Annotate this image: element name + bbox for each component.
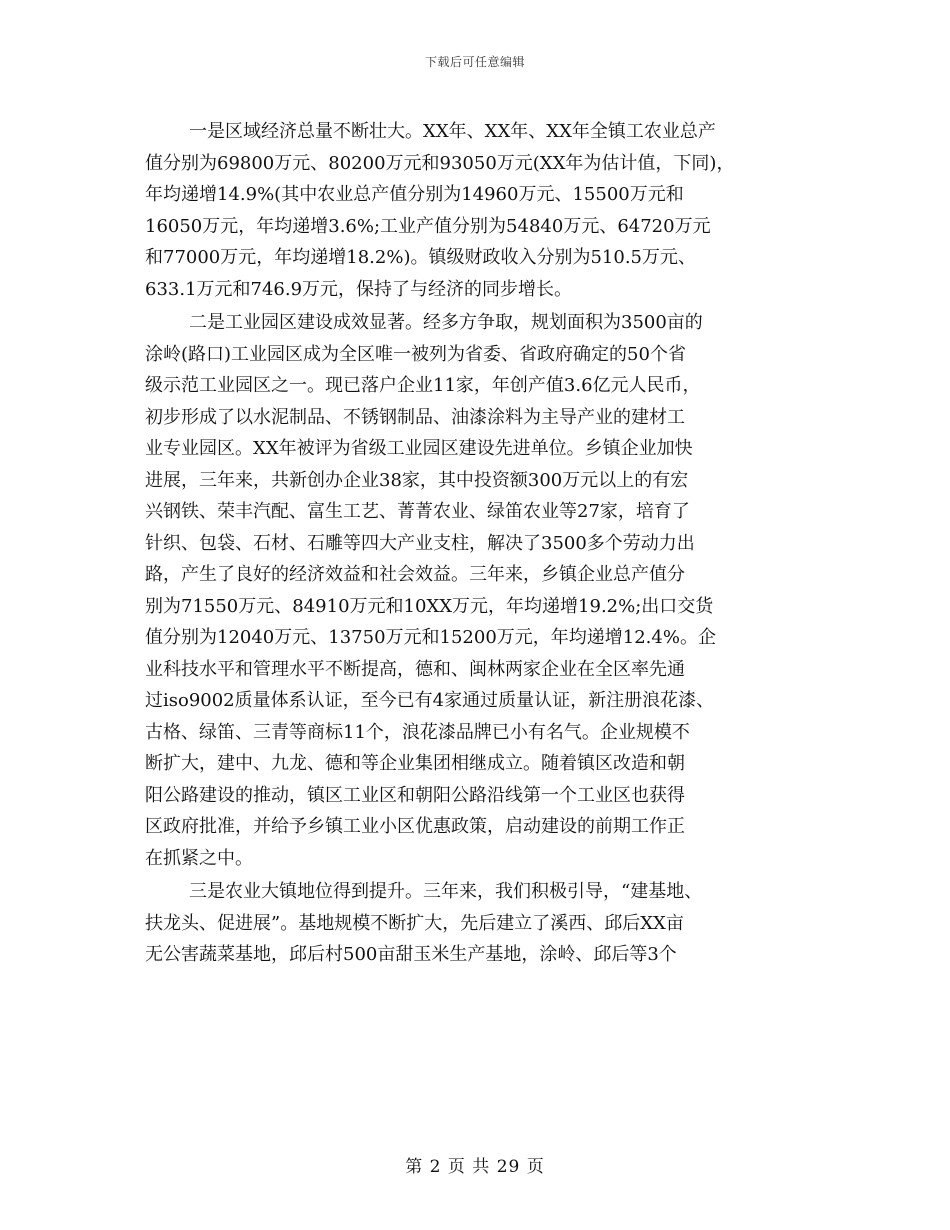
text-line: 过iso9002质量体系认证，至今已有4家通过质量认证，新注册浪花漆、	[145, 690, 715, 711]
text-line: 路，产生了良好的经济效益和社会效益。三年来，乡镇企业总产值分	[145, 564, 685, 585]
text-line: 兴钢铁、荣丰汽配、富生工艺、菁菁农业、绿笛农业等27家，培育了	[145, 501, 690, 522]
text-line: 阳公路建设的推动，镇区工业区和朝阳公路沿线第一个工业区也获得	[145, 784, 685, 806]
text-line: 年均递增14.9%(其中农业总产值分别为14960万元、15500万元和	[145, 184, 684, 205]
paragraph	[145, 307, 845, 874]
text-line: 一是区域经济总量不断壮大。XX年、XX年、XX年全镇工农业总产	[189, 121, 716, 142]
text-line: 扶龙头、促进展”。基地规模不断扩大，先后建立了溪西、邱后XX亩	[145, 912, 684, 934]
text-line: 涂岭(路口)工业园区成为全区唯一被列为省委、省政府确定的50个省	[145, 343, 686, 365]
text-line: 业科技水平和管理水平不断提高，德和、闽林两家企业在全区率先通	[145, 658, 685, 680]
text-line: 区政府批准，并给予乡镇工业小区优惠政策，启动建设的前期工作正	[145, 816, 685, 837]
text-line: 针织、包袋、石材、石雕等四大产业支柱，解决了3500多个劳动力出	[145, 532, 695, 554]
text-line: 三是农业大镇地位得到提升。三年来，我们积极引导，“建基地、	[189, 881, 703, 902]
text-line: 业专业园区。XX年被评为省级工业园区建设先进单位。乡镇企业加快	[145, 438, 693, 459]
paragraph	[145, 876, 845, 971]
text-line: 级示范工业园区之一。现已落户企业11家，年创产值3.6亿元人民币，	[145, 375, 701, 396]
text-line: 古格、绿笛、三青等商标11个，浪花漆品牌已小有名气。企业规模不	[145, 721, 690, 743]
text-line: 16050万元，年均递增3.6%;工业产值分别为54840万元、64720万元	[145, 215, 711, 237]
text-line: 别为71550万元、84910万元和10XX万元，年均递增19.2%;出口交货	[145, 595, 714, 617]
text-line: 633.1万元和746.9万元，保持了与经济的同步增长。	[145, 278, 573, 300]
paragraph	[145, 116, 845, 305]
document-body	[145, 116, 845, 971]
page-header: 下载后可任意编辑	[424, 55, 525, 69]
text-line: 无公害蔬菜基地，邱后村500亩甜玉米生产基地，涂岭、邱后等3个	[145, 944, 677, 965]
text-line: 值分别为69800万元、80200万元和93050万元(XX年为估计值，下同)，	[145, 152, 735, 174]
text-line: 进展，三年来，共新创办企业38家，其中投资额300万元以上的有宏	[145, 469, 689, 491]
text-line: 二是工业园区建设成效显著。经多方争取，规划面积为3500亩的	[189, 312, 703, 333]
text-line: 和77000万元，年均递增18.2%)。镇级财政收入分别为510.5万元、	[145, 247, 696, 268]
page-footer: 第 2 页 共 29 页	[405, 1157, 545, 1177]
text-line: 在抓紧之中。	[145, 847, 253, 869]
text-line: 断扩大，建中、九龙、德和等企业集团相继成立。随着镇区改造和朝	[145, 753, 685, 774]
text-line: 初步形成了以水泥制品、不锈钢制品、油漆涂料为主导产业的建材工	[145, 406, 685, 428]
text-line: 值分别为12040万元、13750万元和15200万元，年均递增12.4%。企	[145, 627, 716, 648]
